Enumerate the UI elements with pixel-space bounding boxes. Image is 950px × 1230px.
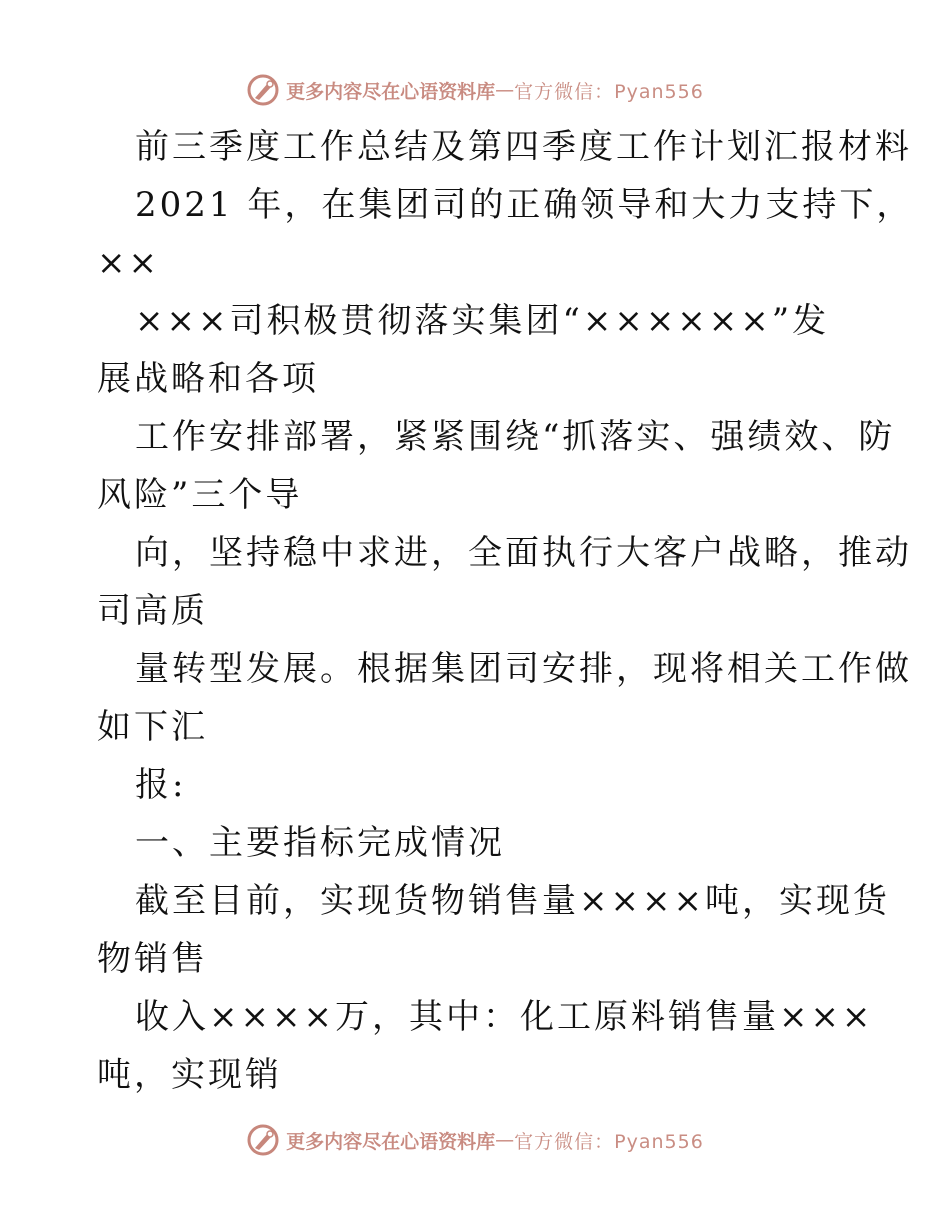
document-line: 如下汇	[97, 707, 208, 747]
document-line: 向，坚持稳中求进，全面执行大客户战略，推动	[135, 533, 912, 573]
quill-pen-logo-icon	[246, 73, 280, 107]
document-line: 收入××××万，其中：化工原料销售量×××	[135, 997, 874, 1037]
document-line: 截至目前，实现货物销售量××××吨，实现货	[135, 881, 890, 921]
document-line: 展战略和各项	[97, 359, 319, 399]
document-line: 风险”三个导	[97, 475, 303, 515]
watermark-banner-top	[0, 70, 950, 110]
document-line: 司高质	[97, 591, 208, 631]
watermark-site-text: 更多内容尽在心语资料库	[286, 80, 496, 103]
document-line: 物销售	[97, 939, 208, 979]
document-line: 2021 年，在集团司的正确领导和大力支持下，	[135, 185, 914, 225]
watermark-dash: —	[495, 79, 515, 101]
document-line: 前三季度工作总结及第四季度工作计划汇报材料	[135, 127, 912, 167]
document-line: 一、主要指标完成情况	[135, 823, 505, 863]
document-line: ×××司积极贯彻落实集团“××××××”发	[135, 301, 830, 341]
document-line: ××	[97, 243, 160, 283]
watermark-banner-bottom	[0, 1120, 950, 1160]
document-line: 报:	[135, 765, 187, 805]
document-line: 量转型发展。根据集团司安排，现将相关工作做	[135, 649, 912, 689]
document-line: 工作安排部署，紧紧围绕“抓落实、强绩效、防	[135, 417, 896, 457]
document-body	[97, 118, 914, 1104]
document-line: 吨，实现销	[97, 1055, 282, 1095]
quill-pen-logo-icon	[246, 1123, 280, 1157]
watermark-wechat-text: 官方微信：Pyan556	[514, 80, 704, 103]
watermark-dash: —	[495, 1129, 515, 1151]
watermark-wechat-text: 官方微信：Pyan556	[514, 1130, 704, 1153]
watermark-site-text: 更多内容尽在心语资料库	[286, 1130, 496, 1153]
